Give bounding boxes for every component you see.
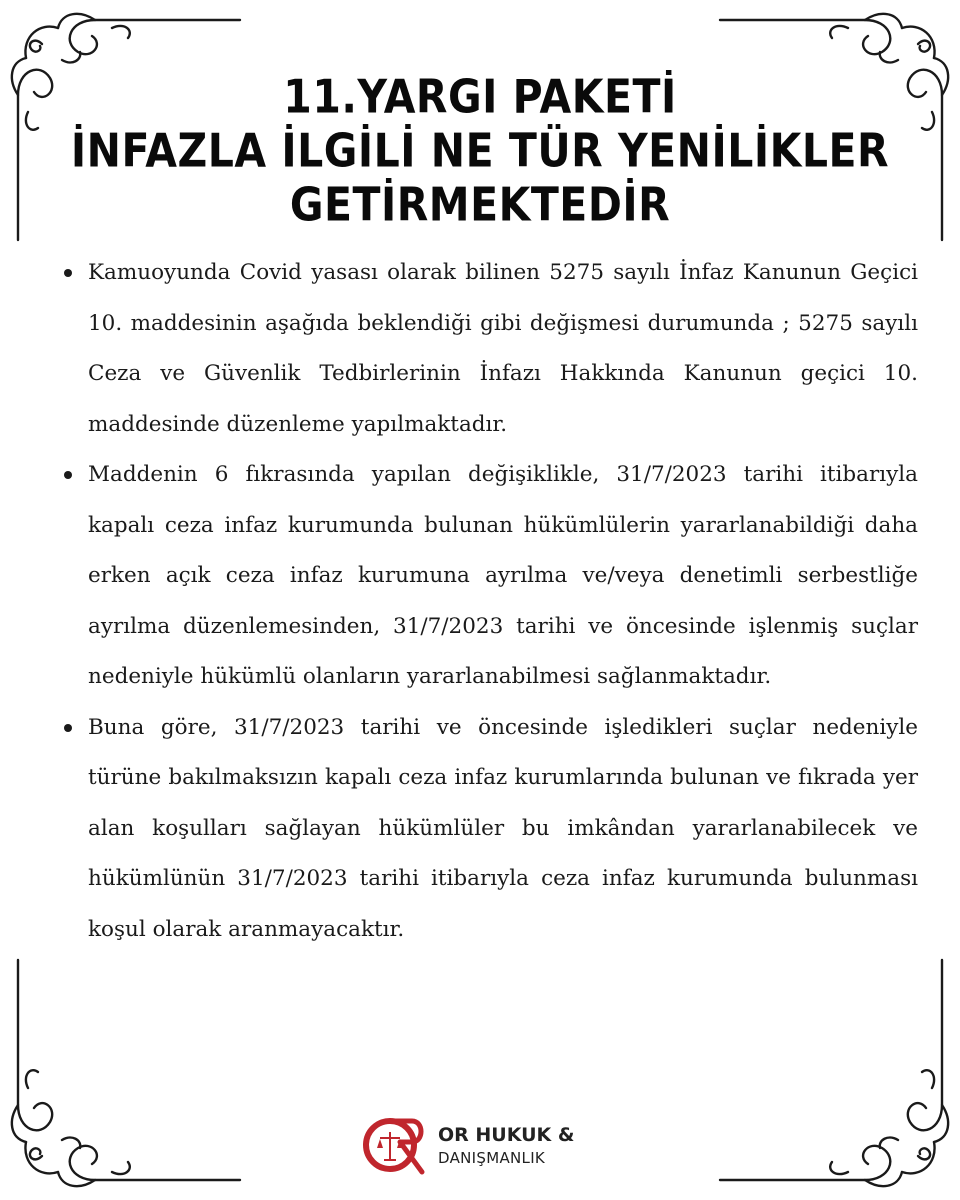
logo-mark-icon	[360, 1112, 430, 1176]
bullet-icon	[64, 471, 72, 479]
corner-ornament-bottom-right	[720, 960, 948, 1186]
bullet-icon	[64, 269, 72, 277]
title-line-1: 11.YARGI PAKETİ	[283, 70, 677, 124]
list-item-text: Buna göre, 31/7/2023 tarihi ve öncesinde işledikleri suçlar nedeniyle türüne bakılmaksızın kapalı ceza infaz kurumlarında bulunan ve fıkrada yer alan koşulları sağlayan hükümlüler bu imkândan yararlanabilecek ve hükümlünün 31/7/2023 tarihi itibarıyla ceza infaz kurumunda bulunması koşul olarak aranmayacaktır.	[88, 714, 918, 942]
list-item-text: Kamuoyunda Covid yasası olarak bilinen 5275 sayılı İnfaz Kanunun Geçici 10. maddesinin aşağıda beklendiği gibi değişmesi durumunda ; 5275 sayılı Ceza ve Güvenlik Tedbirlerinin İnfazı Hakkında Kanunun geçici 10. maddesinde düzenleme yapılmaktadır.	[88, 260, 918, 437]
logo-name: OR HUKUK &	[438, 1124, 575, 1146]
list-item	[64, 450, 918, 703]
title-line-3: GETİRMEKTEDİR	[289, 178, 671, 232]
bullet-icon	[64, 724, 72, 732]
list-item	[64, 248, 918, 450]
corner-ornament-bottom-left	[12, 960, 240, 1186]
logo-subtitle: DANIŞMANLIK	[438, 1149, 546, 1167]
list-item-text: Maddenin 6 fıkrasında yapılan değişiklikle, 31/7/2023 tarihi itibarıyla kapalı ceza infaz kurumunda bulunan hükümlülerin yararlanabildiği daha erken açık ceza infaz kurumuna ayrılma ve/veya denetimli serbestliğe ayrılma düzenlemesinden, 31/7/2023 tarihi ve öncesinde işlenmiş suçlar nedeniyle hükümlü olanların yararlanabilmesi sağlanmaktadır.	[88, 462, 918, 689]
page-title	[0, 70, 960, 232]
list-item	[64, 703, 918, 956]
company-logo	[360, 1112, 600, 1176]
bullet-list	[64, 248, 918, 955]
title-line-2: İNFAZLA İLGİLİ NE TÜR YENİLİKLER	[70, 124, 890, 178]
